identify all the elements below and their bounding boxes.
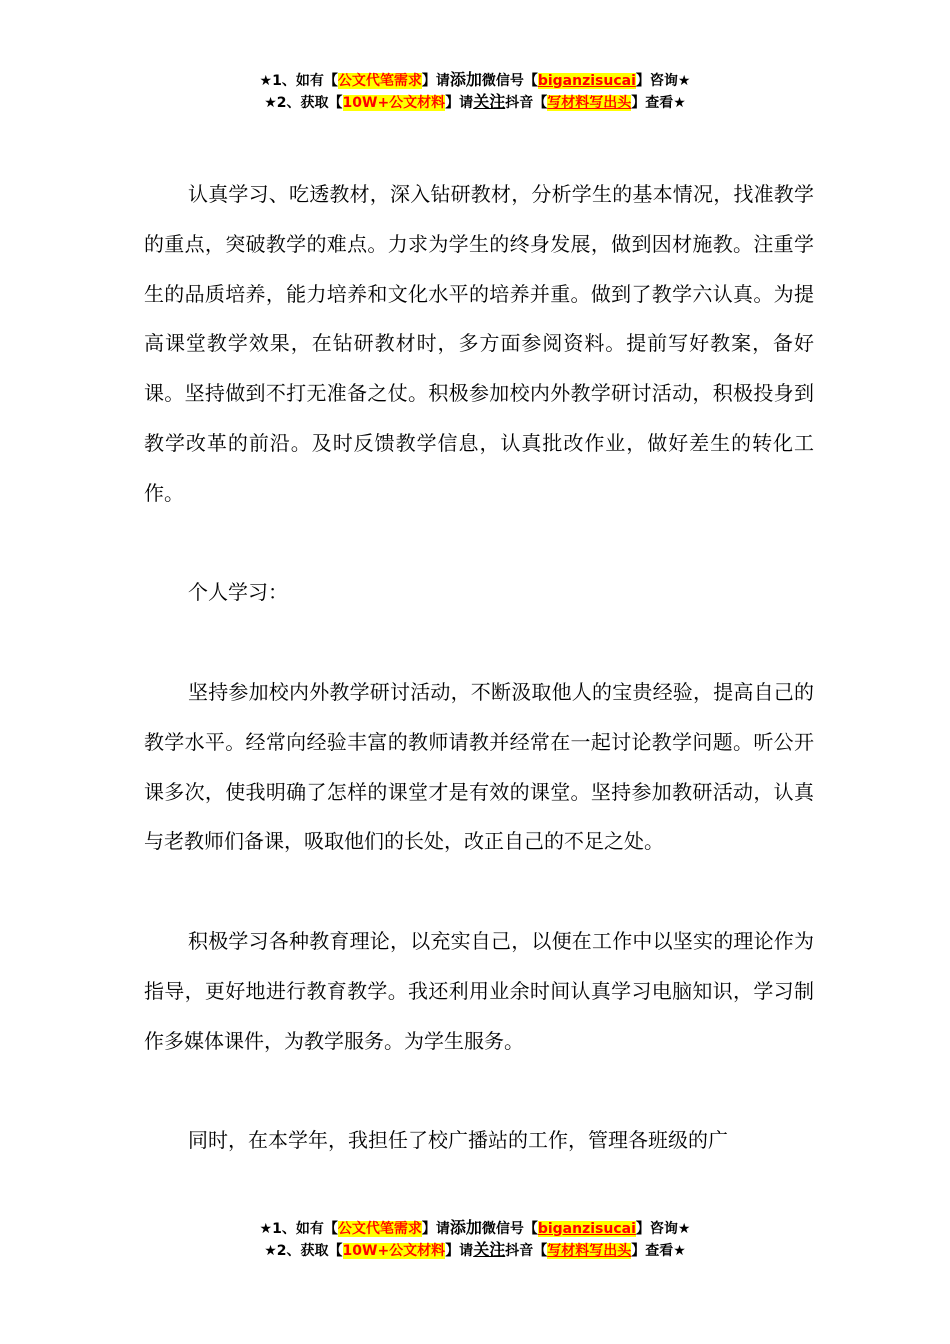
document-body bbox=[144, 170, 814, 1166]
footer-line-1-wechat-id[interactable]: biganzisucai bbox=[537, 1221, 636, 1237]
banner-line-1-emphasis: 添加 bbox=[449, 70, 482, 89]
banner-line-1-wechat-id[interactable]: biganzisucai bbox=[537, 73, 636, 89]
footer-line-2 bbox=[0, 1239, 950, 1261]
paragraph-teaching: 认真学习、吃透教材，深入钻研教材，分析学生的基本情况，找准教学的重点，突破教学的难点。力求为学生的终身发展，做到因材施教。注重学生的品质培养，能力培养和文化水平的培养并重。做到了教学六认真。为提高课堂教学效果，在钻研教材时，多方面参阅资料。提前写好教案，备好课。坚持做到不打无准备之仗。积极参加校内外教学研讨活动，积极投身到教学改革的前沿。及时反馈教学信息，认真批改作业，做好差生的转化工作。 bbox=[144, 182, 814, 505]
footer-line-2-suffix: 】查看★ bbox=[631, 1243, 686, 1259]
banner-line-2-text-a: 】请 bbox=[445, 95, 474, 111]
footer-line-2-emphasis: 关注 bbox=[473, 1240, 506, 1259]
footer-line-1 bbox=[0, 1217, 950, 1239]
banner-line-2 bbox=[0, 91, 950, 113]
footer-line-1-emphasis: 添加 bbox=[449, 1218, 482, 1237]
banner-line-1-highlight-service: 公文代笔需求 bbox=[337, 73, 422, 89]
footer-line-1-highlight-service: 公文代笔需求 bbox=[337, 1221, 422, 1237]
banner-line-1 bbox=[0, 69, 950, 91]
banner-line-1-text-a: 】请 bbox=[421, 73, 450, 89]
footer-line-2-highlight-materials: 10W+公文材料 bbox=[342, 1243, 446, 1259]
footer-line-2-prefix: ★2、获取【 bbox=[264, 1243, 343, 1259]
footer-line-1-prefix: ★1、如有【 bbox=[259, 1221, 338, 1237]
banner-line-2-douyin-account[interactable]: 写材料写出头 bbox=[547, 95, 632, 111]
banner-line-2-suffix: 】查看★ bbox=[631, 95, 686, 111]
paragraph-research-activities: 坚持参加校内外教学研讨活动，不断汲取他人的宝贵经验，提高自己的教学水平。经常向经验丰富的教师请教并经常在一起讨论教学问题。听公开课多次，使我明确了怎样的课堂才是有效的课堂。坚持参加教研活动，认真与老教师们备课，吸取他们的长处，改正自己的不足之处。 bbox=[144, 679, 814, 854]
paragraph-broadcast-station: 同时，在本学年，我担任了校广播站的工作，管理各班级的广 bbox=[188, 1128, 728, 1153]
footer-line-2-douyin-account[interactable]: 写材料写出头 bbox=[547, 1243, 632, 1259]
paragraph-theory-study: 积极学习各种教育理论，以充实自己，以便在工作中以坚实的理论作为指导，更好地进行教育教学。我还利用业余时间认真学习电脑知识，学习制作多媒体课件，为教学服务。为学生服务。 bbox=[144, 928, 814, 1053]
banner-line-1-prefix: ★1、如有【 bbox=[259, 73, 338, 89]
banner-line-2-highlight-materials: 10W+公文材料 bbox=[342, 95, 446, 111]
footer-line-1-suffix: 】咨询★ bbox=[635, 1221, 691, 1237]
footer-line-1-text-a: 】请 bbox=[421, 1221, 450, 1237]
footer-line-2-text-a: 】请 bbox=[445, 1243, 474, 1259]
footer-line-1-text-b: 微信号【 bbox=[481, 1221, 538, 1237]
banner-line-1-suffix: 】咨询★ bbox=[635, 73, 691, 89]
banner-line-2-text-b: 抖音【 bbox=[505, 95, 548, 111]
footer-banner bbox=[0, 1217, 950, 1261]
section-heading-personal-study: 个人学习： bbox=[188, 580, 288, 605]
banner-line-2-emphasis: 关注 bbox=[473, 92, 506, 111]
banner-line-1-text-b: 微信号【 bbox=[481, 73, 538, 89]
header-banner bbox=[0, 69, 950, 113]
banner-line-2-prefix: ★2、获取【 bbox=[264, 95, 343, 111]
footer-line-2-text-b: 抖音【 bbox=[505, 1243, 548, 1259]
